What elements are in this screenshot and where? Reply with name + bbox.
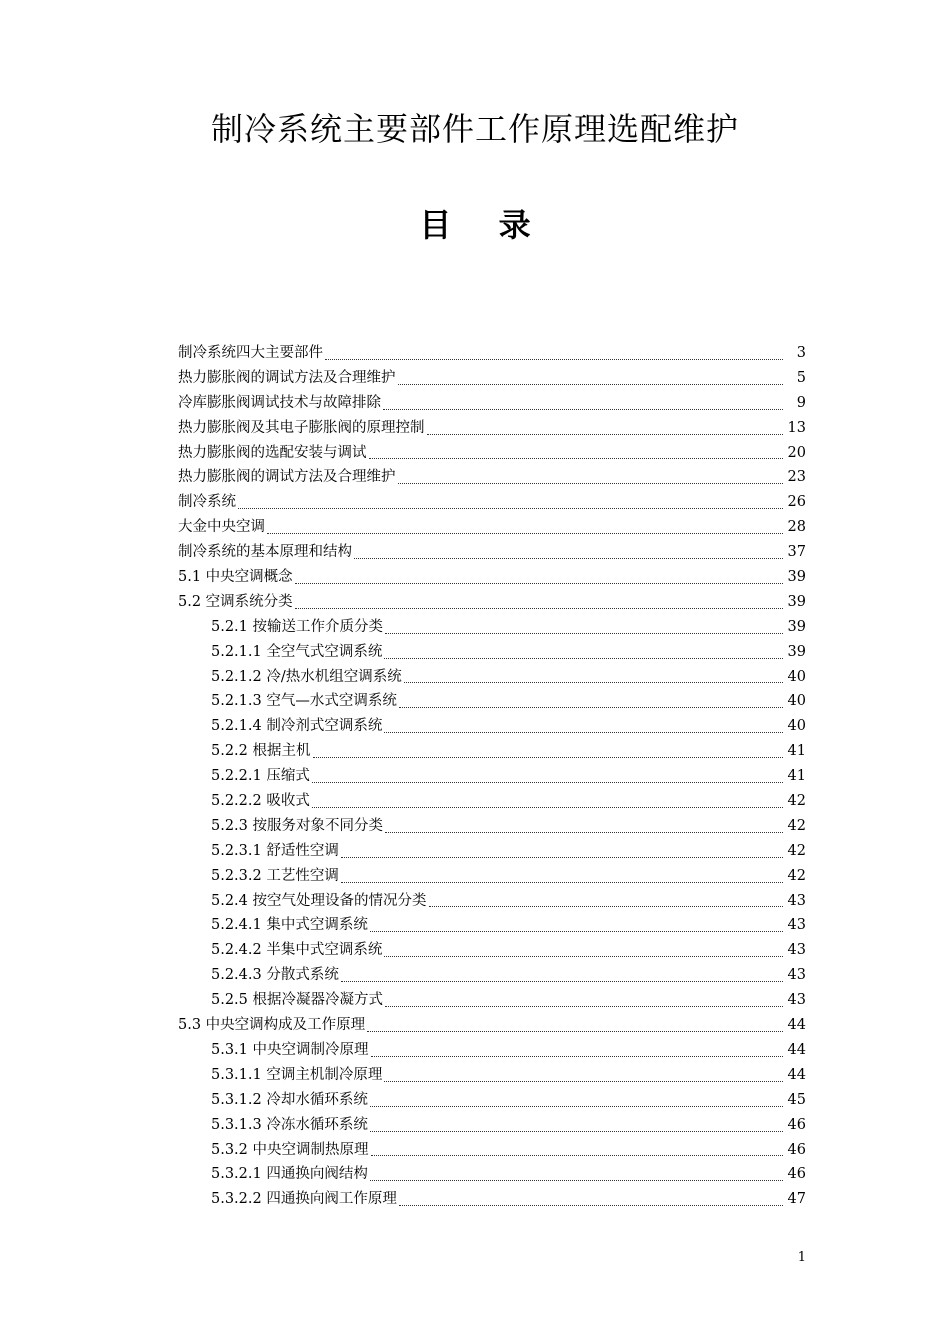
- toc-entry-page: 20: [787, 444, 806, 461]
- dot-leader: [371, 1055, 783, 1057]
- toc-entry-page: 39: [787, 593, 806, 610]
- dot-leader: [354, 557, 783, 559]
- dot-leader: [370, 1130, 783, 1132]
- toc-entry-page: 39: [787, 643, 806, 660]
- toc-entry-page: 47: [787, 1191, 806, 1208]
- dot-leader: [371, 1154, 783, 1156]
- toc-entry[interactable]: [178, 1013, 806, 1038]
- toc-entry-label: 大金中央空调: [178, 519, 265, 536]
- dot-leader: [427, 433, 784, 435]
- toc-entry[interactable]: [178, 938, 806, 963]
- toc-entry[interactable]: [178, 441, 806, 466]
- toc-entry[interactable]: [178, 988, 806, 1013]
- toc-entry[interactable]: [178, 540, 806, 565]
- toc-entry[interactable]: [178, 490, 806, 515]
- toc-entry-label: 5.2.1.3 空气—水式空调系统: [211, 693, 397, 710]
- toc-entry[interactable]: [178, 1063, 806, 1088]
- toc-entry-label: 5.2.4.2 半集中式空调系统: [211, 942, 383, 959]
- toc-entry-label: 热力膨胀阀的调试方法及合理维护: [178, 469, 396, 486]
- toc-entry[interactable]: [178, 565, 806, 590]
- dot-leader: [370, 1105, 783, 1107]
- toc-entry-page: 39: [787, 569, 806, 586]
- toc-entry[interactable]: [178, 515, 806, 540]
- dot-leader: [341, 980, 783, 982]
- dot-leader: [341, 881, 783, 883]
- toc-entry-page: 43: [787, 992, 806, 1009]
- toc-entry[interactable]: [178, 714, 806, 739]
- toc-entry-label: 5.2 空调系统分类: [178, 593, 293, 610]
- toc-entry[interactable]: [178, 1187, 806, 1212]
- toc-entry-label: 5.2.3 按服务对象不同分类: [211, 817, 384, 834]
- dot-leader: [341, 856, 783, 858]
- toc-entry-page: 45: [787, 1091, 806, 1108]
- toc-entry[interactable]: [178, 864, 806, 889]
- toc-entry-label: 5.3.1.2 冷却水循环系统: [211, 1091, 368, 1108]
- toc-entry[interactable]: [178, 640, 806, 665]
- toc-entry[interactable]: [178, 913, 806, 938]
- toc-entry-label: 热力膨胀阀及其电子膨胀阀的原理控制: [178, 419, 425, 436]
- toc-entry-page: 43: [787, 917, 806, 934]
- toc-entry-label: 5.2.4.1 集中式空调系统: [211, 917, 368, 934]
- dot-leader: [295, 582, 783, 584]
- toc-entry-page: 43: [787, 892, 806, 909]
- toc-entry[interactable]: [178, 764, 806, 789]
- toc-entry-label: 制冷系统的基本原理和结构: [178, 544, 352, 561]
- toc-entry-page: 28: [787, 519, 806, 536]
- toc-entry[interactable]: [178, 615, 806, 640]
- toc-entry[interactable]: [178, 889, 806, 914]
- toc-entry-label: 5.2.1.4 制冷剂式空调系统: [211, 718, 383, 735]
- document-title: 制冷系统主要部件工作原理选配维护: [210, 110, 739, 148]
- dot-leader: [399, 706, 783, 708]
- page-number: 1: [797, 1250, 806, 1265]
- toc-entry-label: 5.2.1.1 全空气式空调系统: [211, 643, 383, 660]
- dot-leader: [238, 507, 783, 509]
- toc-entry[interactable]: [178, 465, 806, 490]
- toc-heading: 目 录: [419, 206, 549, 244]
- toc-entry[interactable]: [178, 814, 806, 839]
- toc-entry[interactable]: [178, 689, 806, 714]
- toc-entry-label: 冷库膨胀阀调试技术与故障排除: [178, 394, 381, 411]
- toc-entry-page: 42: [787, 793, 806, 810]
- dot-leader: [404, 681, 783, 683]
- toc-entry[interactable]: [178, 416, 806, 441]
- toc-entry-page: 41: [787, 743, 806, 760]
- toc-entry-label: 制冷系统: [178, 494, 236, 511]
- toc-entry[interactable]: [178, 1162, 806, 1187]
- toc-entry-label: 5.2.4 按空气处理设备的情况分类: [211, 892, 427, 909]
- toc-entry[interactable]: [178, 839, 806, 864]
- toc-entry-page: 44: [787, 1017, 806, 1034]
- dot-leader: [325, 358, 783, 360]
- toc-entry-label: 5.2.5 根据冷凝器冷凝方式: [211, 992, 384, 1009]
- toc-entry-page: 44: [787, 1041, 806, 1058]
- toc-entry-page: 3: [796, 345, 806, 361]
- toc-entry-page: 26: [787, 494, 806, 511]
- toc-entry-page: 46: [787, 1166, 806, 1183]
- dot-leader: [384, 1080, 783, 1082]
- toc-entry-page: 40: [787, 693, 806, 710]
- dot-leader: [385, 831, 783, 833]
- toc-entry-page: 43: [787, 967, 806, 984]
- toc-entry-page: 9: [796, 394, 806, 411]
- toc-entry[interactable]: [178, 665, 806, 690]
- toc-entry-label: 5.2.4.3 分散式系统: [211, 967, 339, 984]
- toc-entry[interactable]: [178, 391, 806, 416]
- toc-entry[interactable]: [178, 1088, 806, 1113]
- dot-leader: [429, 905, 783, 907]
- dot-leader: [398, 383, 784, 385]
- dot-leader: [267, 532, 783, 534]
- dot-leader: [384, 731, 783, 733]
- toc-entry-page: 46: [787, 1116, 806, 1133]
- dot-leader: [369, 457, 784, 459]
- toc-entry-page: 40: [787, 718, 806, 735]
- dot-leader: [399, 1204, 783, 1206]
- dot-leader: [384, 955, 783, 957]
- toc-entry-page: 43: [787, 942, 806, 959]
- dot-leader: [313, 756, 783, 758]
- dot-leader: [312, 781, 783, 783]
- toc-entry-page: 42: [787, 867, 806, 884]
- toc-entry-label: 5.2.1 按输送工作介质分类: [211, 618, 384, 635]
- toc-entry-page: 5: [796, 369, 806, 386]
- dot-leader: [383, 408, 783, 410]
- toc-entry-page: 23: [787, 469, 806, 486]
- toc-entry-label: 5.3.1 中央空调制冷原理: [211, 1041, 369, 1058]
- toc-entry-page: 42: [787, 817, 806, 834]
- toc-entry-label: 5.1 中央空调概念: [178, 569, 293, 586]
- dot-leader: [384, 657, 783, 659]
- toc-entry-label: 5.2.1.2 冷/热水机组空调系统: [211, 668, 402, 685]
- toc-entry-label: 5.2.3.1 舒适性空调: [211, 842, 339, 859]
- toc-entry-label: 5.2.3.2 工艺性空调: [211, 867, 339, 884]
- toc-entry-page: 41: [787, 768, 806, 785]
- toc-entry-label: 5.2.2.1 压缩式: [211, 768, 310, 785]
- toc-entry-page: 46: [787, 1141, 806, 1158]
- toc-entry-label: 5.3 中央空调构成及工作原理: [178, 1017, 366, 1034]
- dot-leader: [398, 482, 784, 484]
- toc-entry[interactable]: [178, 963, 806, 988]
- dot-leader: [295, 607, 783, 609]
- toc-entry-label: 热力膨胀阀的调试方法及合理维护: [178, 369, 396, 386]
- toc-entry-label: 5.3.1.3 冷冻水循环系统: [211, 1116, 368, 1133]
- toc-entry[interactable]: [178, 789, 806, 814]
- toc-entry-page: 37: [787, 544, 806, 561]
- dot-leader: [312, 806, 783, 808]
- dot-leader: [385, 632, 783, 634]
- toc-entry[interactable]: [178, 590, 806, 615]
- toc-entry-label: 5.2.2.2 吸收式: [211, 793, 310, 810]
- toc-entry-label: 5.2.2 根据主机: [211, 743, 311, 760]
- toc-entry-page: 40: [787, 668, 806, 685]
- dot-leader: [370, 1179, 783, 1181]
- toc-entry-label: 5.3.2.2 四通换向阀工作原理: [211, 1191, 397, 1208]
- toc-entry[interactable]: [178, 366, 806, 391]
- toc-entry[interactable]: [178, 1138, 806, 1163]
- toc-entry-label: 制冷系统四大主要部件: [178, 345, 323, 361]
- toc-entry[interactable]: [178, 1113, 806, 1138]
- toc-entry[interactable]: [178, 341, 806, 366]
- toc-entry[interactable]: [178, 739, 806, 764]
- toc-entry-label: 5.3.2.1 四通换向阀结构: [211, 1166, 368, 1183]
- toc-entry-label: 5.3.2 中央空调制热原理: [211, 1141, 369, 1158]
- toc-entry-label: 5.3.1.1 空调主机制冷原理: [211, 1066, 383, 1083]
- toc-entry-label: 热力膨胀阀的选配安装与调试: [178, 444, 367, 461]
- toc-entry-page: 42: [787, 842, 806, 859]
- table-of-contents: [178, 341, 806, 1212]
- dot-leader: [367, 1030, 783, 1032]
- toc-entry[interactable]: [178, 1038, 806, 1063]
- toc-entry-page: 39: [787, 618, 806, 635]
- toc-entry-page: 44: [787, 1066, 806, 1083]
- dot-leader: [370, 930, 783, 932]
- dot-leader: [385, 1005, 783, 1007]
- toc-entry-page: 13: [787, 419, 806, 436]
